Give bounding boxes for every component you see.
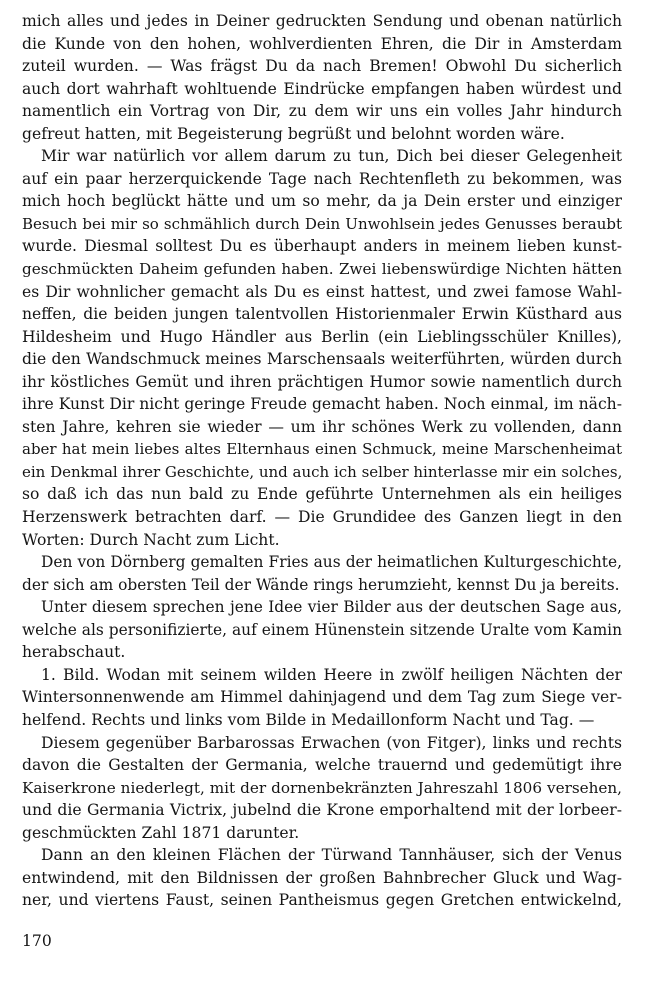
text-line: mich hoch beglückt hätte und um so mehr, da ja Dein erster und einziger xyxy=(22,192,622,211)
text-line: Wintersonnenwende am Himmel dahinjagend und dem Tag zum Siege ver- xyxy=(22,688,622,707)
text-line: Besuch bei mir so schmählich durch Dein Unwohlsein jedes Genusses beraubt xyxy=(22,214,622,233)
text-line: Mir war natürlich vor allem darum zu tun, Dich bei dieser Gelegenheit xyxy=(41,147,622,166)
text-line: es Dir wohnlicher gemacht als Du es einst hattest, und zwei famose Wahl- xyxy=(22,282,622,301)
text-line: gefreut hatten, mit Begeisterung begrüßt und belohnt worden wäre. xyxy=(22,124,565,143)
page-number: 170 xyxy=(22,932,52,950)
text-line: Hildesheim und Hugo Händler aus Berlin (ein Lieblingsschüler Knilles), xyxy=(22,327,622,346)
text-line: wurde. Diesmal solltest Du es überhaupt anders in meinem lieben kunst- xyxy=(22,237,622,256)
text-line: Kaiserkrone niederlegt, mit der dornenbekränzten Jahreszahl 1806 versehen, xyxy=(22,778,622,797)
text-line: mich alles und jedes in Deiner gedruckten Sendung und obenan natürlich xyxy=(22,12,622,30)
text-line: welche als personifizierte, auf einem Hünenstein sitzende Uralte vom Kamin xyxy=(22,620,622,639)
text-line: die Kunde von den hohen, wohlverdienten Ehren, die Dir in Amsterdam xyxy=(22,34,622,53)
text-line: geschmückten Daheim gefunden haben. Zwei liebenswürdige Nichten hätten xyxy=(22,260,622,279)
text-line: namentlich ein Vortrag von Dir, zu dem wir uns ein volles Jahr hindurch xyxy=(22,102,622,121)
text-line: Worten: Durch Nacht zum Licht. xyxy=(22,530,280,549)
text-line: aber hat mein liebes altes Elternhaus einen Schmuck, meine Marschenheimat xyxy=(22,440,622,459)
body-text xyxy=(22,10,622,912)
text-line: so daß ich das nun bald zu Ende geführte Unternehmen als ein heiliges xyxy=(22,485,622,504)
text-line: zuteil wurden. — Was frägst Du da nach Bremen! Obwohl Du sicherlich xyxy=(22,57,622,76)
text-line: helfend. Rechts und links vom Bilde in Medaillonform Nacht und Tag. — xyxy=(22,710,595,729)
text-line: auf ein paar herzerquickende Tage nach Rechtenfleth zu bekommen, was xyxy=(22,169,622,188)
text-line: sten Jahre, kehren sie wieder — um ihr schönes Werk zu vollenden, dann xyxy=(22,417,622,436)
text-line: ihre Kunst Dir nicht geringe Freude gemacht haben. Noch einmal, im näch- xyxy=(22,395,622,414)
text-line: Unter diesem sprechen jene Idee vier Bilder aus der deutschen Sage aus, xyxy=(41,598,622,617)
text-line: auch dort wahrhaft wohltuende Eindrücke empfangen haben würdest und xyxy=(22,79,622,98)
text-line: davon die Gestalten der Germania, welche trauernd und gedemütigt ihre xyxy=(22,756,622,775)
text-line: Dann an den kleinen Flächen der Türwand Tannhäuser, sich der Venus xyxy=(41,846,622,865)
text-line: ihr köstliches Gemüt und ihren prächtigen Humor sowie namentlich durch xyxy=(22,372,622,391)
text-line: die den Wandschmuck meines Marschensaals weiterführten, würden durch xyxy=(22,350,622,369)
text-line: neffen, die beiden jungen talentvollen Historienmaler Erwin Küsthard aus xyxy=(22,305,622,324)
text-line: geschmückten Zahl 1871 darunter. xyxy=(22,823,300,842)
text-line: entwindend, mit den Bildnissen der großen Bahnbrecher Gluck und Wag- xyxy=(22,868,622,887)
text-line: der sich am obersten Teil der Wände rings herumzieht, kennst Du ja bereits. xyxy=(22,575,620,594)
text-line: herabschaut. xyxy=(22,643,126,662)
text-line: 1. Bild. Wodan mit seinem wilden Heere in zwölf heiligen Nächten der xyxy=(41,665,622,684)
text-line: und die Germania Victrix, jubelnd die Krone emporhaltend mit der lorbeer- xyxy=(22,801,622,820)
text-line: ner, und viertens Faust, seinen Pantheismus gegen Gretchen entwickelnd, xyxy=(22,891,622,910)
text-line: Herzenswerk betrachten darf. — Die Grundidee des Ganzen liegt in den xyxy=(22,508,622,527)
text-line: ein Denkmal ihrer Geschichte, und auch ich selber hinterlasse mir ein solches, xyxy=(22,462,622,481)
text-line: Den von Dörnberg gemalten Fries aus der heimatlichen Kulturgeschichte, xyxy=(41,553,622,572)
text-line: Diesem gegenüber Barbarossas Erwachen (von Fitger), links und rechts xyxy=(41,733,622,752)
